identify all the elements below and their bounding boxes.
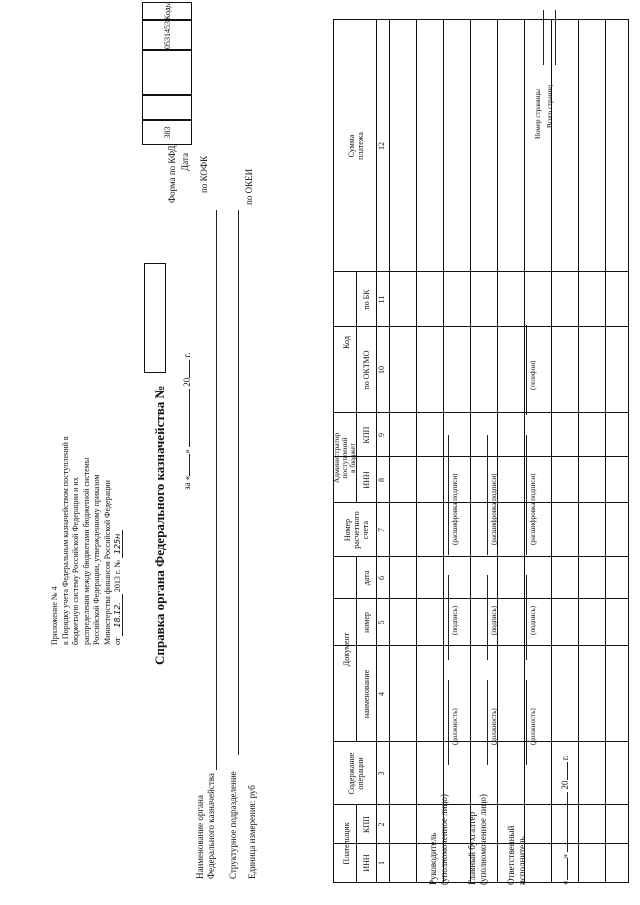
appendix-order-number: 125н [113, 530, 123, 559]
codes-form-value-text: 0531453 [162, 21, 172, 49]
admin-inn-header: ИНН [361, 471, 371, 489]
appendix-from: от [113, 637, 122, 645]
doc-date-header: дата [361, 570, 371, 586]
appendix-line-1: Приложение № 4 [50, 586, 59, 645]
period-za: за « [182, 475, 192, 490]
payer-header: Плательщик [341, 822, 351, 865]
head-decode-caption: (расшифровка подписи) [451, 473, 459, 545]
form-kfd-label: Форма по КФД [167, 145, 177, 203]
col-number-12: 12 [377, 142, 386, 150]
appendix-date-handwritten: 18.12. [113, 594, 123, 635]
executor-signature-caption: (подпись) [529, 605, 537, 635]
bk-header: по БК [361, 289, 371, 310]
accountant-label-line-2: (уполномоченное лицо) [478, 794, 488, 885]
col-number-7: 7 [377, 528, 386, 532]
doc-number-header: номер [361, 612, 371, 633]
col-number-4: 4 [377, 692, 386, 696]
sign-date-g: г. [560, 755, 570, 761]
accountant-position-field[interactable] [487, 680, 488, 765]
col-number-10: 10 [377, 366, 386, 374]
col-number-11: 11 [377, 295, 386, 304]
signature-row-executor [496, 25, 556, 905]
sign-date-open: « [560, 880, 570, 885]
executor-phone-field[interactable] [526, 325, 527, 415]
col-number-5: 5 [377, 620, 386, 625]
account-header-line-2: расчетного [351, 511, 361, 549]
period-twenty: 20 [182, 377, 192, 387]
appendix-year: 2013 г. № [113, 560, 122, 593]
kofk-label: по КОФК [199, 155, 209, 193]
oktmo-header: по ОКТМО [361, 350, 371, 390]
col-number-8: 8 [377, 478, 386, 482]
codes-header-text: Коды [162, 1, 172, 21]
admin-header-line-1: Администратор поступлений [332, 432, 349, 484]
executor-label-line-1: Ответственный [506, 825, 516, 885]
executor-signature-field[interactable] [526, 575, 527, 660]
sign-date-month-field[interactable] [567, 792, 568, 852]
period-quote-close: » [182, 449, 192, 454]
date-label: Дата [180, 153, 190, 171]
head-position-caption: (должность) [451, 708, 459, 745]
sign-date [560, 755, 570, 885]
col-number-1: 1 [377, 861, 386, 865]
doc-name-header: наименование [361, 669, 371, 719]
org-name-line-1: Наименование органа [195, 795, 205, 879]
head-label-line-2: (уполномоченное лицо) [439, 794, 449, 885]
sign-date-year-field[interactable] [567, 763, 568, 781]
appendix-line-2: к Порядку учета Федеральным казначейством поступлений в [60, 436, 70, 645]
col-number-6: 6 [377, 576, 386, 580]
admin-header-line-2: в бюджет [348, 443, 357, 473]
col-number-2: 2 [377, 822, 386, 827]
page-number-label: Номер страницы [534, 88, 542, 139]
executor-position-field[interactable] [526, 680, 527, 765]
unit-label: Единица измерения: руб [247, 785, 257, 879]
head-label-line-1: Руководитель [428, 832, 438, 885]
signature-row-date [552, 605, 582, 905]
sum-header-line-1: Сумма [347, 134, 356, 158]
admin-kpp-header: КПП [361, 426, 371, 444]
codes-okei-value-text: 383 [162, 126, 172, 139]
content-header-line-1: Содержание [347, 752, 356, 795]
accountant-label [467, 794, 489, 885]
head-position-field[interactable] [448, 680, 449, 765]
accountant-signature-field[interactable] [487, 575, 488, 660]
col-number-9: 9 [377, 433, 386, 437]
head-decode-field[interactable] [448, 435, 449, 555]
org-name-line-2: Федерального казначейства [206, 773, 216, 879]
col-number-3: 3 [377, 771, 386, 776]
appendix-line-4: распределения между бюджетами бюджетной системы [81, 457, 91, 645]
executor-position-caption: (должность) [529, 708, 537, 745]
accountant-decode-field[interactable] [487, 435, 488, 555]
sign-date-close: » [560, 854, 570, 859]
sum-header-line-2: платежа [356, 132, 365, 160]
head-signature-caption: (подпись) [451, 605, 459, 635]
appendix-line-5: Российской Федерации, утвержденному приказом [92, 474, 101, 645]
sign-date-twenty: 20 [560, 780, 570, 790]
document-header: Документ [341, 632, 351, 667]
content-header-line-2: операции [356, 757, 365, 790]
page-title: Справка органа Федерального казначейства № [152, 385, 167, 665]
struct-unit-label: Структурное подразделение [228, 771, 238, 879]
payer-inn-header: ИНН [361, 854, 371, 872]
total-pages-label: Всего страниц [546, 84, 554, 128]
appendix-line-6: Министерства финансов Российской Федерации [102, 480, 112, 645]
payer-kpp-header: КПП [361, 816, 371, 833]
accountant-position-caption: (должность) [490, 708, 498, 745]
account-header-line-1: Номер [342, 518, 352, 542]
okei-label: по ОКЕИ [244, 168, 254, 205]
code-header: Код [341, 336, 351, 349]
executor-phone-caption: (телефон) [529, 360, 537, 390]
accountant-label-line-1: Главный бухгалтер [467, 811, 477, 885]
executor-label [506, 826, 528, 885]
head-label [428, 794, 450, 885]
accountant-decode-caption: (расшифровка подписи) [490, 473, 498, 545]
head-signature-field[interactable] [448, 575, 449, 660]
executor-decode-field[interactable] [526, 435, 527, 555]
executor-decode-caption: (расшифровка подписи) [529, 473, 537, 545]
period-g: г. [182, 352, 192, 358]
executor-label-line-2: исполнитель [517, 836, 527, 885]
sign-date-day-field[interactable] [567, 859, 568, 881]
account-header-line-3: счета [360, 520, 370, 540]
appendix-line-3: бюджетную систему Российской Федерации и их [71, 477, 80, 645]
accountant-signature-caption: (подпись) [490, 605, 498, 635]
